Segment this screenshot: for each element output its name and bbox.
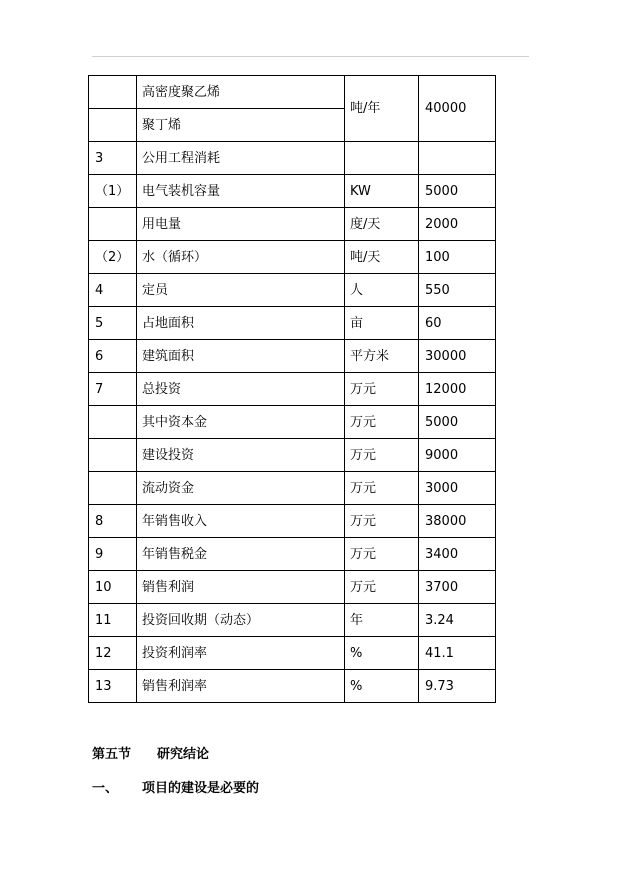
table-row xyxy=(89,76,496,109)
unit-cell: 万元 xyxy=(345,406,419,439)
section-title: 研究结论 xyxy=(157,747,210,762)
table-row xyxy=(89,208,496,241)
table-row xyxy=(89,175,496,208)
value-cell: 3.24 xyxy=(419,604,496,637)
item-name: 年销售收入 xyxy=(137,505,345,538)
row-number: （2） xyxy=(89,241,137,274)
item-name: 投资回收期（动态） xyxy=(137,604,345,637)
unit-cell: 万元 xyxy=(345,472,419,505)
table-row xyxy=(89,472,496,505)
unit-cell: 人 xyxy=(345,274,419,307)
project-indicators-table xyxy=(88,75,496,703)
value-cell: 60 xyxy=(419,307,496,340)
table-row xyxy=(89,406,496,439)
unit-cell: 亩 xyxy=(345,307,419,340)
row-number: 7 xyxy=(89,373,137,406)
item-name: 投资利润率 xyxy=(137,637,345,670)
unit-cell: 吨/年 xyxy=(345,76,419,142)
subsection-heading xyxy=(92,777,259,796)
row-number: 5 xyxy=(89,307,137,340)
table-row xyxy=(89,241,496,274)
row-number: 9 xyxy=(89,538,137,571)
value-cell: 40000 xyxy=(419,76,496,142)
item-name: 公用工程消耗 xyxy=(137,142,345,175)
table-row xyxy=(89,505,496,538)
unit-cell: 万元 xyxy=(345,538,419,571)
section-heading xyxy=(92,743,209,762)
item-name: 总投资 xyxy=(137,373,345,406)
unit-cell: % xyxy=(345,637,419,670)
item-name: 用电量 xyxy=(137,208,345,241)
row-number xyxy=(89,109,137,142)
unit-cell: 万元 xyxy=(345,571,419,604)
table-row xyxy=(89,538,496,571)
unit-cell: 度/天 xyxy=(345,208,419,241)
item-name: 年销售税金 xyxy=(137,538,345,571)
table-row xyxy=(89,142,496,175)
unit-cell xyxy=(345,142,419,175)
value-cell: 3400 xyxy=(419,538,496,571)
row-number: 11 xyxy=(89,604,137,637)
table-row xyxy=(89,274,496,307)
table-row xyxy=(89,373,496,406)
item-name: 销售利润 xyxy=(137,571,345,604)
value-cell: 30000 xyxy=(419,340,496,373)
table-row xyxy=(89,439,496,472)
row-number: 3 xyxy=(89,142,137,175)
value-cell: 9000 xyxy=(419,439,496,472)
value-cell: 41.1 xyxy=(419,637,496,670)
item-name: 流动资金 xyxy=(137,472,345,505)
value-cell: 5000 xyxy=(419,406,496,439)
item-name: 销售利润率 xyxy=(137,670,345,703)
row-number: 12 xyxy=(89,637,137,670)
row-number: 4 xyxy=(89,274,137,307)
value-cell: 550 xyxy=(419,274,496,307)
unit-cell: 平方米 xyxy=(345,340,419,373)
row-number: 10 xyxy=(89,571,137,604)
table-row xyxy=(89,340,496,373)
item-name: 其中资本金 xyxy=(137,406,345,439)
table-row xyxy=(89,637,496,670)
row-number: 8 xyxy=(89,505,137,538)
unit-cell: 吨/天 xyxy=(345,241,419,274)
value-cell: 12000 xyxy=(419,373,496,406)
subsection-title: 项目的建设是必要的 xyxy=(142,781,260,796)
value-cell: 5000 xyxy=(419,175,496,208)
value-cell: 38000 xyxy=(419,505,496,538)
row-number: 13 xyxy=(89,670,137,703)
row-number: （1） xyxy=(89,175,137,208)
row-number xyxy=(89,472,137,505)
table-row xyxy=(89,604,496,637)
value-cell: 100 xyxy=(419,241,496,274)
item-name: 聚丁烯 xyxy=(137,109,345,142)
table-row xyxy=(89,307,496,340)
table-row xyxy=(89,571,496,604)
row-number xyxy=(89,439,137,472)
header-rule xyxy=(92,56,529,57)
item-name: 高密度聚乙烯 xyxy=(137,76,345,109)
value-cell: 3000 xyxy=(419,472,496,505)
unit-cell: 年 xyxy=(345,604,419,637)
value-cell: 2000 xyxy=(419,208,496,241)
item-name: 建筑面积 xyxy=(137,340,345,373)
item-name: 定员 xyxy=(137,274,345,307)
value-cell xyxy=(419,142,496,175)
unit-cell: KW xyxy=(345,175,419,208)
row-number xyxy=(89,208,137,241)
item-name: 电气装机容量 xyxy=(137,175,345,208)
table-row xyxy=(89,670,496,703)
item-name: 水（循环） xyxy=(137,241,345,274)
section-number: 第五节 xyxy=(92,747,132,762)
item-name: 占地面积 xyxy=(137,307,345,340)
unit-cell: % xyxy=(345,670,419,703)
row-number xyxy=(89,76,137,109)
item-name: 建设投资 xyxy=(137,439,345,472)
unit-cell: 万元 xyxy=(345,439,419,472)
value-cell: 9.73 xyxy=(419,670,496,703)
row-number xyxy=(89,406,137,439)
unit-cell: 万元 xyxy=(345,373,419,406)
row-number: 6 xyxy=(89,340,137,373)
value-cell: 3700 xyxy=(419,571,496,604)
unit-cell: 万元 xyxy=(345,505,419,538)
subsection-number: 一、 xyxy=(92,781,119,796)
